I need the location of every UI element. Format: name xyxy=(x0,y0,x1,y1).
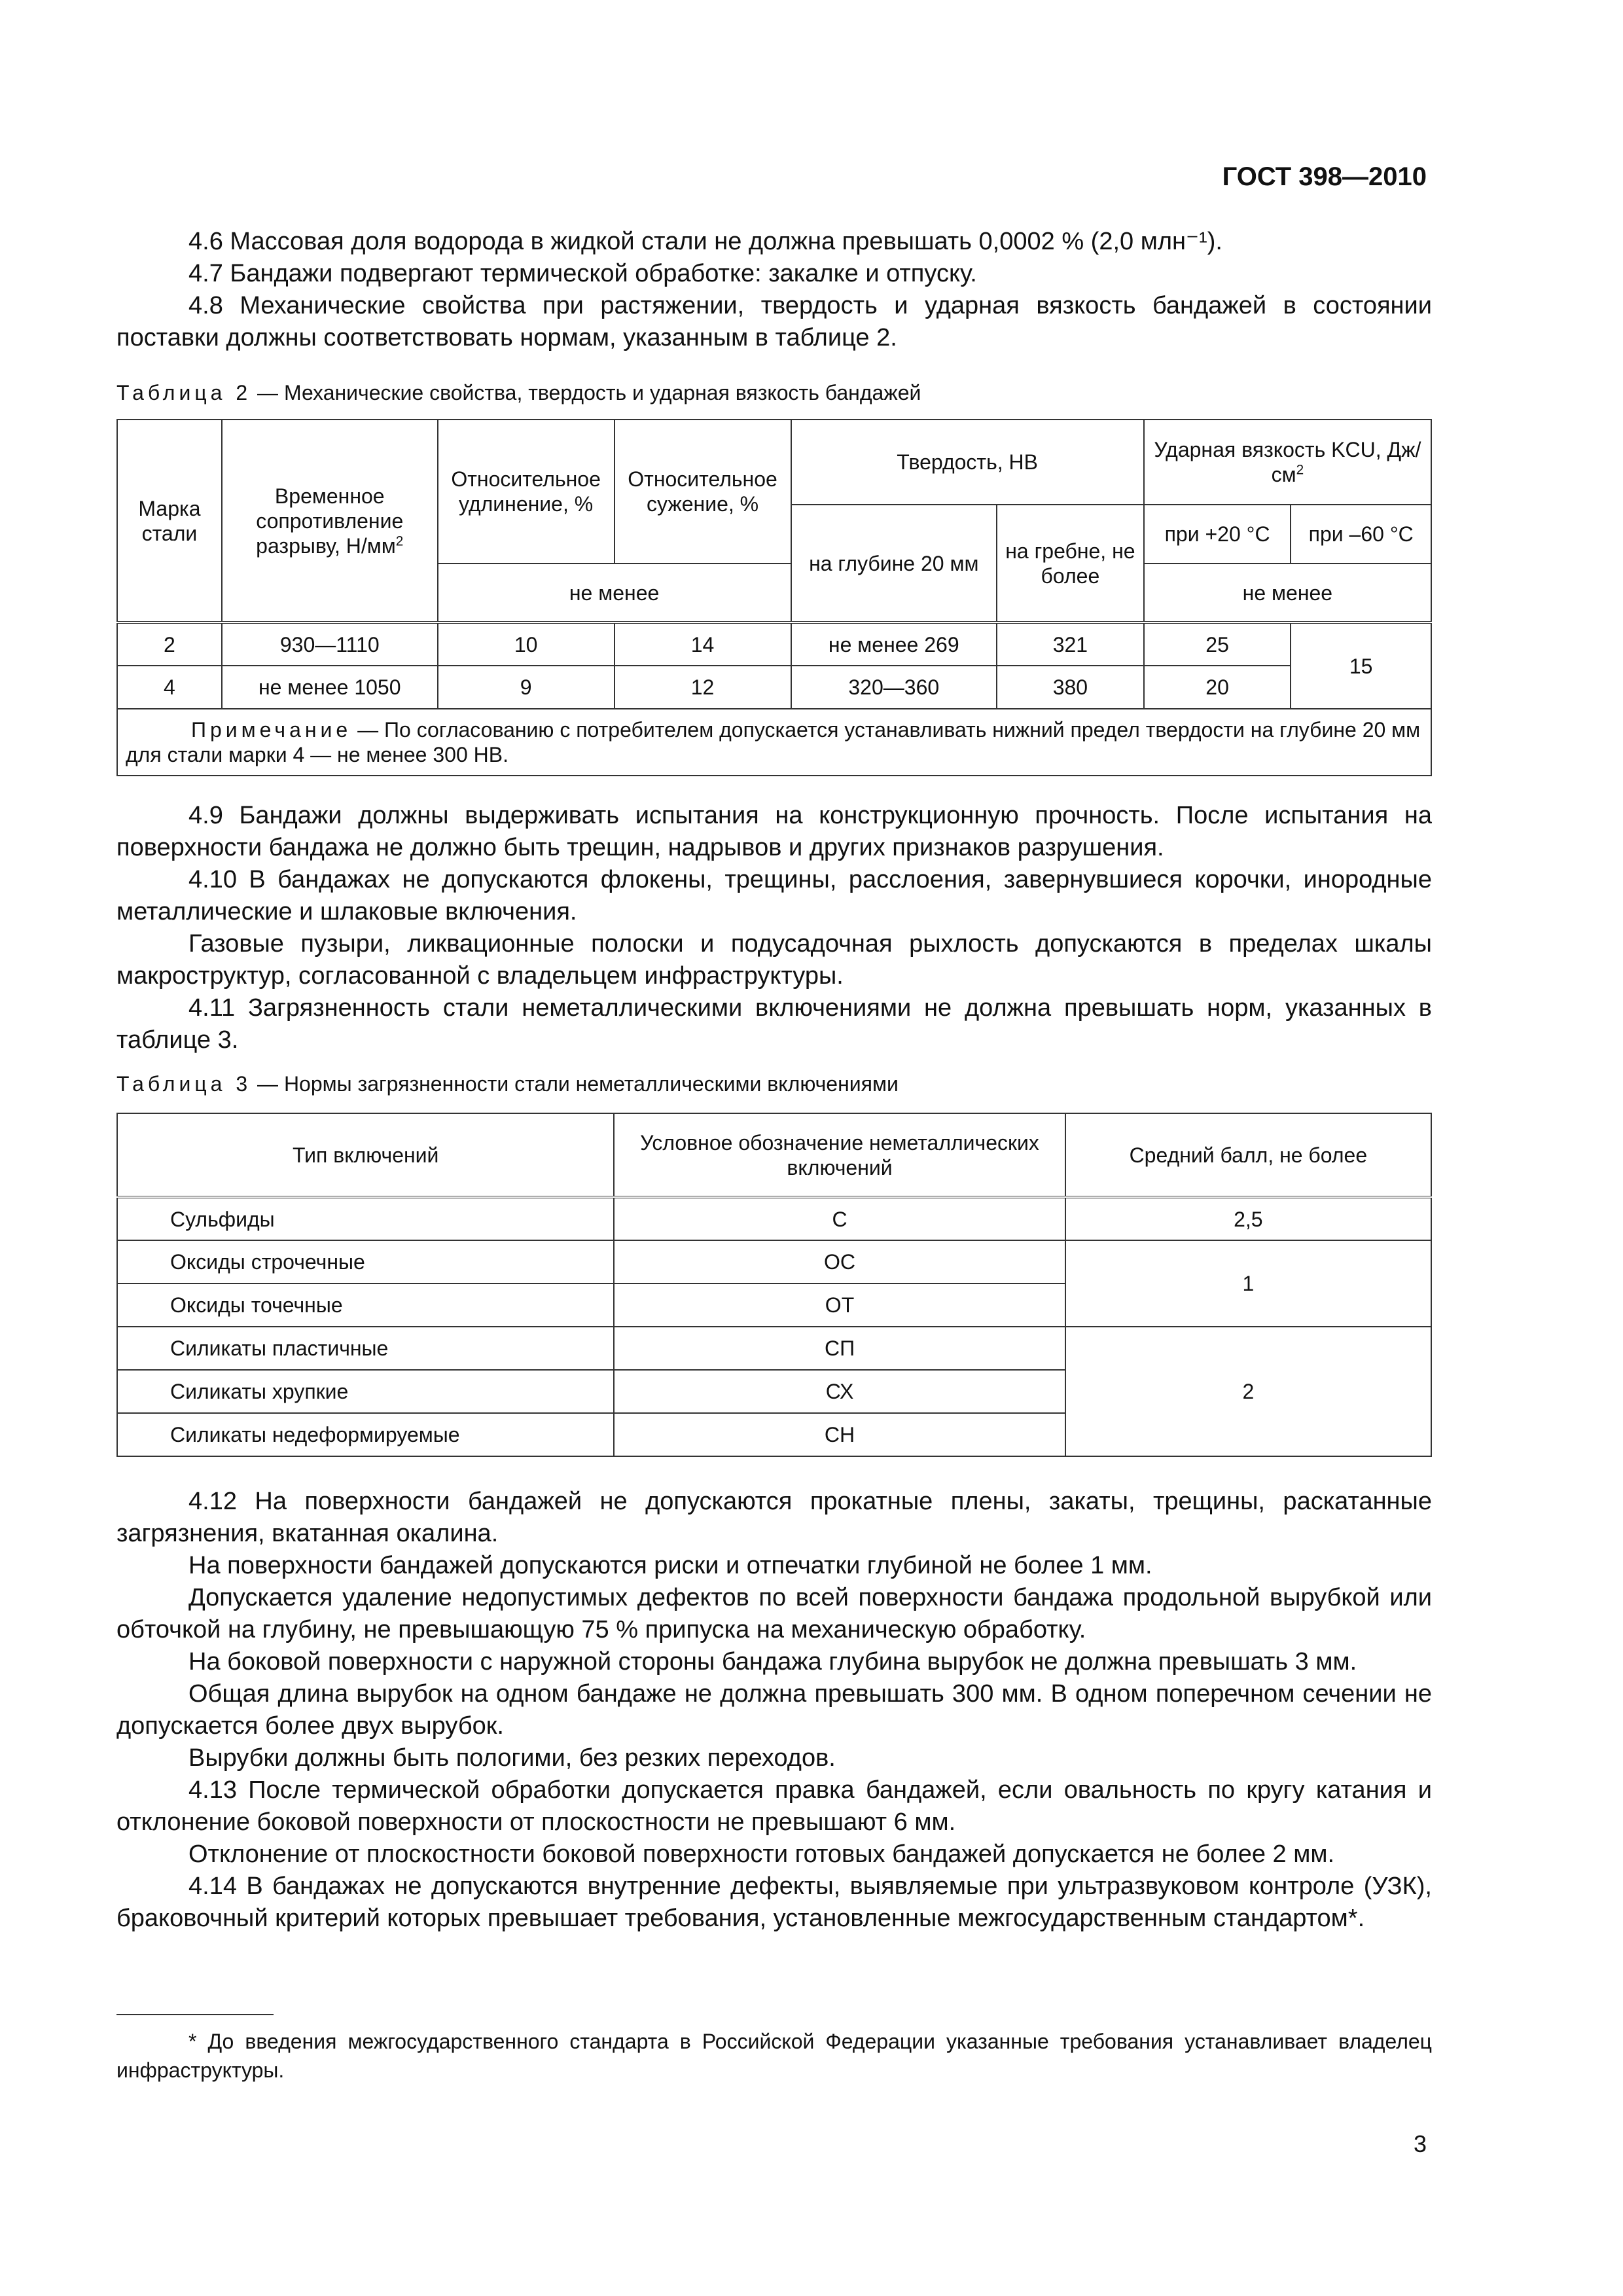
table-cell: 9 xyxy=(438,666,615,709)
th-tensile: Временное сопротивление разрыву, $Н/мм^2$ xyxy=(222,420,438,622)
paragraph-flatness: Отклонение от плоскостности боковой поверхности готовых бандажей допускается не более 2 мм. xyxy=(188,1840,1335,1868)
table-cell: 930—1110 xyxy=(222,622,438,666)
paragraph-gentle: Вырубки должны быть пологими, без резких переходов. xyxy=(188,1744,836,1772)
paragraphs-bottom xyxy=(116,1486,1432,1935)
th-plus20: при +20 °С xyxy=(1144,505,1291,564)
footnote-area xyxy=(116,2014,1432,2085)
footnote: * До введения межгосударственного стандарта в Российской Федерации указанные требования устанавливает владелец инфраструктуры. xyxy=(116,2030,1432,2082)
paragraph-4-14: 4.14 В бандажах не допускаются внутренние дефекты, выявляемые при ультразвуковом контроле (УЗК), браковочный критерий которых превышает требования, установленные межгосударственным стандартом*. xyxy=(116,1873,1432,1932)
table-cell: СХ xyxy=(614,1370,1065,1413)
paragraphs-top xyxy=(116,226,1432,354)
paragraph-risks: На поверхности бандажей допускаются риски и отпечатки глубиной не более 1 мм. xyxy=(188,1552,1152,1579)
th-elongation: Относительное удлинение, % xyxy=(438,420,615,564)
paragraph-4-8: 4.8 Механические свойства при растяжении, твердость и ударная вязкость бандажей в состоянии поставки должны соответствовать нормам, указанным в таблице 2. xyxy=(116,292,1432,351)
table-cell: Сульфиды xyxy=(117,1197,614,1240)
table-cell: 321 xyxy=(997,622,1144,666)
th-type: Тип включений xyxy=(117,1113,614,1197)
th-grade: Марка стали xyxy=(117,420,222,622)
table-cell: 10 xyxy=(438,622,615,666)
paragraph-side-surface: На боковой поверхности с наружной стороны бандажа глубина вырубок не должна превышать 3 мм. xyxy=(188,1648,1357,1676)
table-cell: Оксиды строчечные xyxy=(117,1240,614,1283)
paragraph-total-length: Общая длина вырубок на одном бандаже не должна превышать 300 мм. В одном поперечном сечении не допускается более двух вырубок. xyxy=(116,1680,1432,1740)
table-cell: 320—360 xyxy=(791,666,997,709)
table-cell: 380 xyxy=(997,666,1144,709)
table-cell: 2 xyxy=(117,622,222,666)
paragraph-4-13: 4.13 После термической обработки допускается правка бандажей, если овальность по кругу катания и отклонение боковой поверхности от плоскостности не превышают 6 мм. xyxy=(116,1776,1432,1836)
th-hardness: Твердость, НВ xyxy=(791,420,1144,505)
table2 xyxy=(116,419,1432,776)
table-cell: СН xyxy=(614,1413,1065,1456)
th-depth20: на глубине 20 мм xyxy=(791,505,997,622)
th-impact: Ударная вязкость KCU, $Дж/см^2$ xyxy=(1144,420,1431,505)
th-not-less: не менее xyxy=(438,564,791,622)
paragraph-4-12: 4.12 На поверхности бандажей не допускаются прокатные плены, закаты, трещины, раскатанные загрязнения, вкатанная окалина. xyxy=(116,1488,1432,1547)
table2-caption-prefix: Таблица 2 xyxy=(116,381,252,404)
footnote-divider xyxy=(116,2014,274,2015)
table-cell: не менее 1050 xyxy=(222,666,438,709)
paragraph-4-9: 4.9 Бандажи должны выдерживать испытания на конструкционную прочность. После испытания на поверхности бандажа не должно быть трещин, надрывов и других признаков разрушения. xyxy=(116,802,1432,861)
table-cell-merged: 2 xyxy=(1065,1327,1431,1456)
paragraph-4-7: 4.7 Бандажи подвергают термической обработке: закалке и отпуску. xyxy=(188,260,977,287)
th-reduction: Относительное сужение, % xyxy=(615,420,791,564)
paragraph-4-10: 4.10 В бандажах не допускаются флокены, трещины, расслоения, завернувшиеся корочки, инородные металлические и шлаковые включения. xyxy=(116,866,1432,925)
table-cell: ОТ xyxy=(614,1283,1065,1327)
paragraph-4-6: 4.6 Массовая доля водорода в жидкой стали не должна превышать 0,0002 % (2,0 млн⁻¹). xyxy=(188,228,1222,255)
table2-note: Примечание — По согласованию с потребителем допускается устанавливать нижний предел твердости на глубине 20 мм для стали марки 4 — не менее 300 НВ. xyxy=(117,709,1431,776)
table3-caption-text: — Нормы загрязненности стали неметаллическими включениями xyxy=(251,1072,899,1096)
table-cell: 25 xyxy=(1144,622,1291,666)
table-cell: Силикаты недеформируемые xyxy=(117,1413,614,1456)
table3-caption xyxy=(116,1071,1432,1097)
table-cell: Оксиды точечные xyxy=(117,1283,614,1327)
table-cell: 2,5 xyxy=(1065,1197,1431,1240)
table3-caption-prefix: Таблица 3 xyxy=(116,1072,252,1096)
table-cell: СП xyxy=(614,1327,1065,1370)
table-cell-merged: 1 xyxy=(1065,1240,1431,1327)
table-cell: Силикаты хрупкие xyxy=(117,1370,614,1413)
page-number: 3 xyxy=(1413,2130,1427,2157)
table-cell: 20 xyxy=(1144,666,1291,709)
table-cell: С xyxy=(614,1197,1065,1240)
th-not-less-impact: не менее xyxy=(1144,564,1431,622)
table-cell-merged: 15 xyxy=(1291,622,1431,709)
table-cell: 4 xyxy=(117,666,222,709)
th-minus60: при –60 °С xyxy=(1291,505,1431,564)
table-cell: ОС xyxy=(614,1240,1065,1283)
paragraph-removal: Допускается удаление недопустимых дефектов по всей поверхности бандажа продольной вырубкой или обточкой на глубину, не превышающую 75 % припуска на механическую обработку. xyxy=(116,1584,1432,1643)
th-designation: Условное обозначение неметаллических включений xyxy=(614,1113,1065,1197)
th-score: Средний балл, не более xyxy=(1065,1113,1431,1197)
table-cell: не менее 269 xyxy=(791,622,997,666)
paragraph-4-11: 4.11 Загрязненность стали неметаллическими включениями не должна превышать норм, указанных в таблице 3. xyxy=(116,994,1432,1054)
paragraph-gas: Газовые пузыри, ликвационные полоски и подусадочная рыхлость допускаются в пределах шкалы макроструктур, согласованной с владельцем инфраструктуры. xyxy=(116,930,1432,990)
table2-caption-text: — Механические свойства, твердость и ударная вязкость бандажей xyxy=(251,381,921,404)
table3 xyxy=(116,1113,1432,1457)
paragraphs-mid xyxy=(116,800,1432,1056)
document-code: ГОСТ 398—2010 xyxy=(1222,162,1427,191)
table2-caption xyxy=(116,380,1432,406)
th-flange: на гребне, не более xyxy=(997,505,1144,622)
table-cell: 14 xyxy=(615,622,791,666)
table-cell: Силикаты пластичные xyxy=(117,1327,614,1370)
table-cell: 12 xyxy=(615,666,791,709)
